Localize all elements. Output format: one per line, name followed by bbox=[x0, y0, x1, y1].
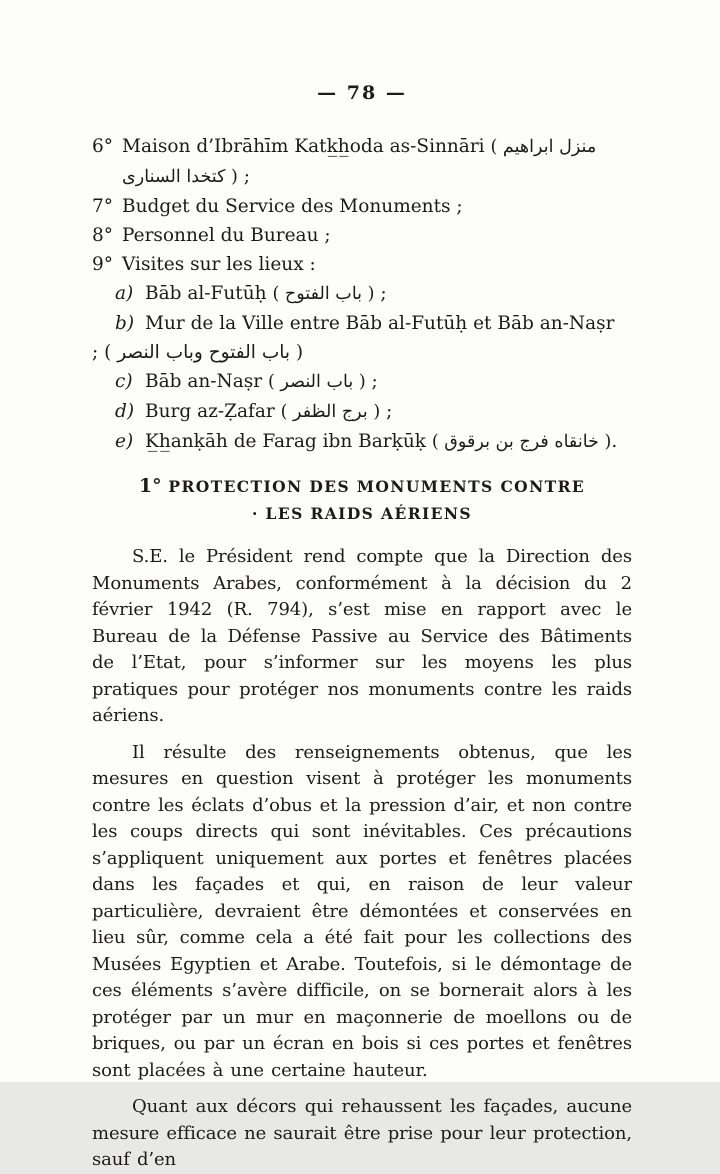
item-marker: 8° bbox=[92, 225, 114, 246]
list-item bbox=[115, 309, 632, 338]
list-item bbox=[115, 427, 632, 457]
item-marker: 9° bbox=[92, 254, 114, 275]
item-marker: 6° bbox=[92, 136, 114, 157]
item-marker: e) bbox=[115, 431, 134, 452]
list-item bbox=[92, 250, 632, 279]
item-text: Burg az-Ẓafar bbox=[145, 401, 281, 422]
section-title-line1 bbox=[92, 473, 632, 500]
item-text: Personnel du Bureau ; bbox=[122, 225, 331, 246]
list-item bbox=[92, 221, 632, 250]
item-text: Mur de la Ville entre Bāb al-Futūḥ et Bāb an-Naṣr bbox=[145, 313, 615, 334]
arabic-text: ( خانقاه فرج بن برقوق ) bbox=[431, 432, 612, 452]
arabic-continuation-line: ( باب الفتوح وباب النصر ) ; bbox=[92, 342, 304, 363]
list-item bbox=[92, 192, 632, 221]
paragraph-1: S.E. le Président rend compte que la Direction des Monuments Arabes, conformément à la décision du 2 février 1942 (R. 794), s’est mise en rapport avec le Bureau de la Défense Passive au Service des Bâtiments de l’Etat, pour s’informer sur les moyens les plus pratiques pour protéger nos monuments contre les raids aériens. bbox=[92, 546, 632, 726]
agenda-list bbox=[92, 132, 632, 457]
list-item bbox=[115, 279, 632, 309]
arabic-text: ( منزل ابراهيم كتخدا السنارى ) bbox=[122, 137, 597, 187]
item-text: K̲h̲anḳāh de Farag ibn Barḳūḳ bbox=[145, 431, 432, 452]
list-item bbox=[115, 397, 632, 427]
paragraph-2: Il résulte des renseignements obtenus, que les mesures en question visent à protéger les monuments contre les éclats d’obus et la pression d’air, et non contre les coups directs qui sont inévitables. Ces précautions s’appliquent uniquement aux portes et fenêtres placées dans les façades et qui, en raison de leur valeur particulière, devraient être démontées et conservées en lieu sûr, comme cela a été fait pour les collections des Musées Egyptien et Arabe. Toutefois, si le démontage de ces éléments s’avère difficile, on se bornerait alors à les protéger par un mur en maçonnerie de moellons ou de briques, ou par un écran en bois si ces portes et fenêtres sont placées à une certaine hauteur. bbox=[92, 741, 632, 1081]
item-text: Maison d’Ibrāhīm Katk̲h̲oda as-Sinnāri bbox=[122, 136, 491, 157]
page-number: — 78 — bbox=[317, 82, 407, 104]
arabic-text: ( باب النصر ) bbox=[267, 372, 366, 392]
arabic-text: ( باب الفتوح ) bbox=[272, 284, 375, 304]
item-suffix: . bbox=[611, 431, 618, 452]
list-item bbox=[92, 132, 632, 192]
section-title-line2: · LES RAIDS AÉRIENS bbox=[251, 504, 473, 523]
item-marker: c) bbox=[115, 371, 133, 392]
section-heading bbox=[92, 473, 632, 527]
item-marker: a) bbox=[115, 283, 134, 304]
paragraph-3: Quant aux décors qui rehaussent les façades, aucune mesure efficace ne saurait être prise pour leur protection, sauf d’en bbox=[92, 1096, 632, 1170]
item-marker: d) bbox=[115, 401, 135, 422]
arabic-text: ( برج الظفر ) bbox=[280, 402, 381, 422]
item-suffix: ; bbox=[374, 283, 387, 304]
item-marker: b) bbox=[115, 313, 135, 334]
item-text: Budget du Service des Monuments ; bbox=[122, 196, 463, 217]
item-marker: 7° bbox=[92, 196, 114, 217]
item-text: Bāb al-Futūḥ bbox=[145, 283, 273, 304]
item-suffix: ; bbox=[237, 166, 251, 187]
item-text: Bāb an-Naṣr bbox=[145, 371, 268, 392]
section-title-text: PROTECTION DES MONUMENTS CONTRE bbox=[168, 477, 586, 496]
item-suffix: ; bbox=[380, 401, 393, 422]
list-item bbox=[115, 367, 632, 397]
section-number: 1° bbox=[138, 475, 162, 497]
item-suffix: ; bbox=[365, 371, 378, 392]
item-text: Visites sur les lieux : bbox=[122, 254, 316, 275]
